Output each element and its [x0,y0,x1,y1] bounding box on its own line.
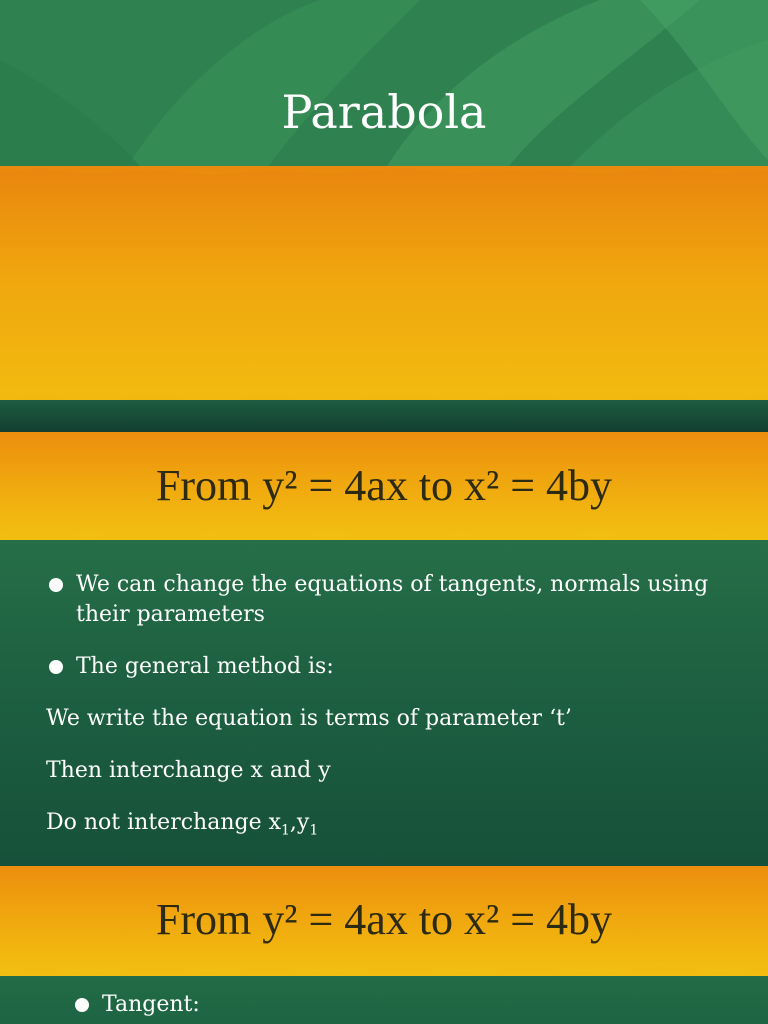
slide-heading: From y² = 4ax to x² = 4by [155,895,613,944]
body-line: Then interchange x and y [46,758,331,783]
bullet-text: Tangent: [102,992,200,1017]
bullet-item [72,990,752,1020]
bullet-text: We can change the equations of tangents, normals using their parameters [76,572,709,627]
slide-content [46,570,726,845]
bullet-item [46,570,726,630]
bullet-item [46,652,726,682]
bullet-icon [49,660,63,674]
bullet-icon [49,578,63,592]
bullet-text: The general method is: [76,654,334,679]
slide-title: Parabola [281,85,487,139]
orange-band [0,166,768,402]
slide-2 [0,432,768,866]
bottom-strip [0,400,768,432]
line-text: ,y [289,810,310,835]
slide-3 [0,866,768,1024]
body-line [46,808,726,845]
line-text: Do not interchange x [46,810,281,835]
slide-heading: From y² = 4ax to x² = 4by [155,461,613,510]
subscript: 1 [281,822,290,839]
bullet-icon [75,998,89,1012]
title-slide [0,0,768,432]
subscript: 1 [309,822,319,839]
slide-content [72,990,752,1020]
body-line: We write the equation is terms of parameter ‘t’ [46,706,572,731]
